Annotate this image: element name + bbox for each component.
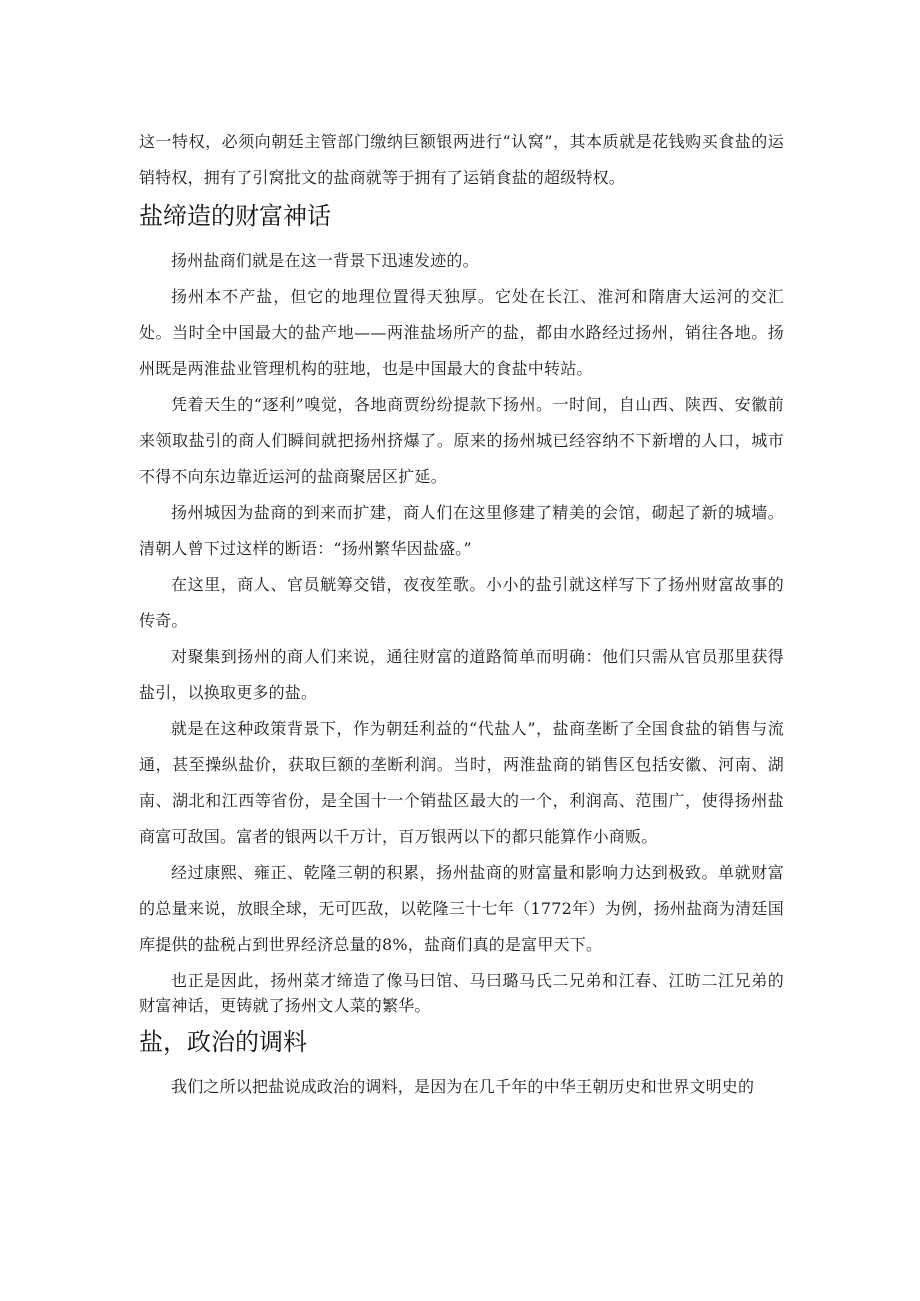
paragraph: 扬州城因为盐商的到来而扩建，商人们在这里修建了精美的会馆，砌起了新的城墙。清朝人曾下过这样的断语：“扬州繁华因盐盛。” — [139, 503, 784, 558]
paragraph: 也正是因此，扬州菜才缔造了像马曰馆、马曰璐马氏二兄弟和江春、江昉二江兄弟的财富神话，更铸就了扬州文人菜的繁华。 — [139, 971, 784, 1015]
paragraph: 对聚集到扬州的商人们来说，通往财富的道路简单而明确：他们只需从官员那里获得盐引，以换取更多的盐。 — [139, 647, 784, 702]
paragraph: 扬州本不产盐，但它的地理位置得天独厚。它处在长江、淮河和隋唐大运河的交汇处。当时全中国最大的盐产地——两淮盐场所产的盐，都由水路经过扬州，销往各地。扬州既是两淮盐业管理机构的驻地，也是中国最大的食盐中转站。 — [139, 287, 784, 378]
paragraph: 扬州盐商们就是在这一背景下迅速发迹的。 — [171, 251, 479, 270]
paragraph: 在这里，商人、官员觥筹交错，夜夜笙歌。小小的盐引就这样写下了扬州财富故事的传奇。 — [139, 575, 784, 630]
intro-paragraph: 这一特权，必须向朝廷主管部门缴纳巨额银两进行“认窝”，其本质就是花钱购买食盐的运销特权，拥有了引窝批文的盐商就等于拥有了运销食盐的超级特权。 — [139, 132, 784, 187]
paragraph: 经过康熙、雍正、乾隆三朝的积累，扬州盐商的财富量和影响力达到极致。单就财富的总量来说，放眼全球，无可匹敌，以乾隆三十七年（1772年）为例，扬州盐商为清廷国库提供的盐税占到世界经济总量的8%，盐商们真的是富甲天下。 — [139, 863, 784, 954]
paragraph: 就是在这种政策背景下，作为朝廷利益的“代盐人”，盐商垄断了全国食盐的销售与流通，甚至操纵盐价，获取巨额的垄断利润。当时，两淮盐商的销售区包括安徽、河南、湖南、湖北和江西等省份，是全国十一个销盐区最大的一个，利润高、范围广，使得扬州盐商富可敌国。富者的银两以千万计，百万银两以下的都只能算作小商贩。 — [139, 719, 784, 846]
document-page — [139, 124, 784, 1105]
paragraph: 我们之所以把盐说成政治的调料，是因为在几千年的中华王朝历史和世界文明史的 — [171, 1077, 755, 1096]
paragraph: 凭着天生的“逐利”嗅觉，各地商贾纷纷提款下扬州。一时间，自山西、陕西、安徽前来领取盐引的商人们瞬间就把扬州挤爆了。原来的扬州城已经容纳不下新增的人口，城市不得不向东边靠近运河的盐商聚居区扩延。 — [139, 395, 784, 486]
section-heading-salt-politics: 盐，政治的调料 — [139, 1028, 307, 1056]
section-heading-wealth-myth: 盐缔造的财富神话 — [139, 202, 331, 230]
